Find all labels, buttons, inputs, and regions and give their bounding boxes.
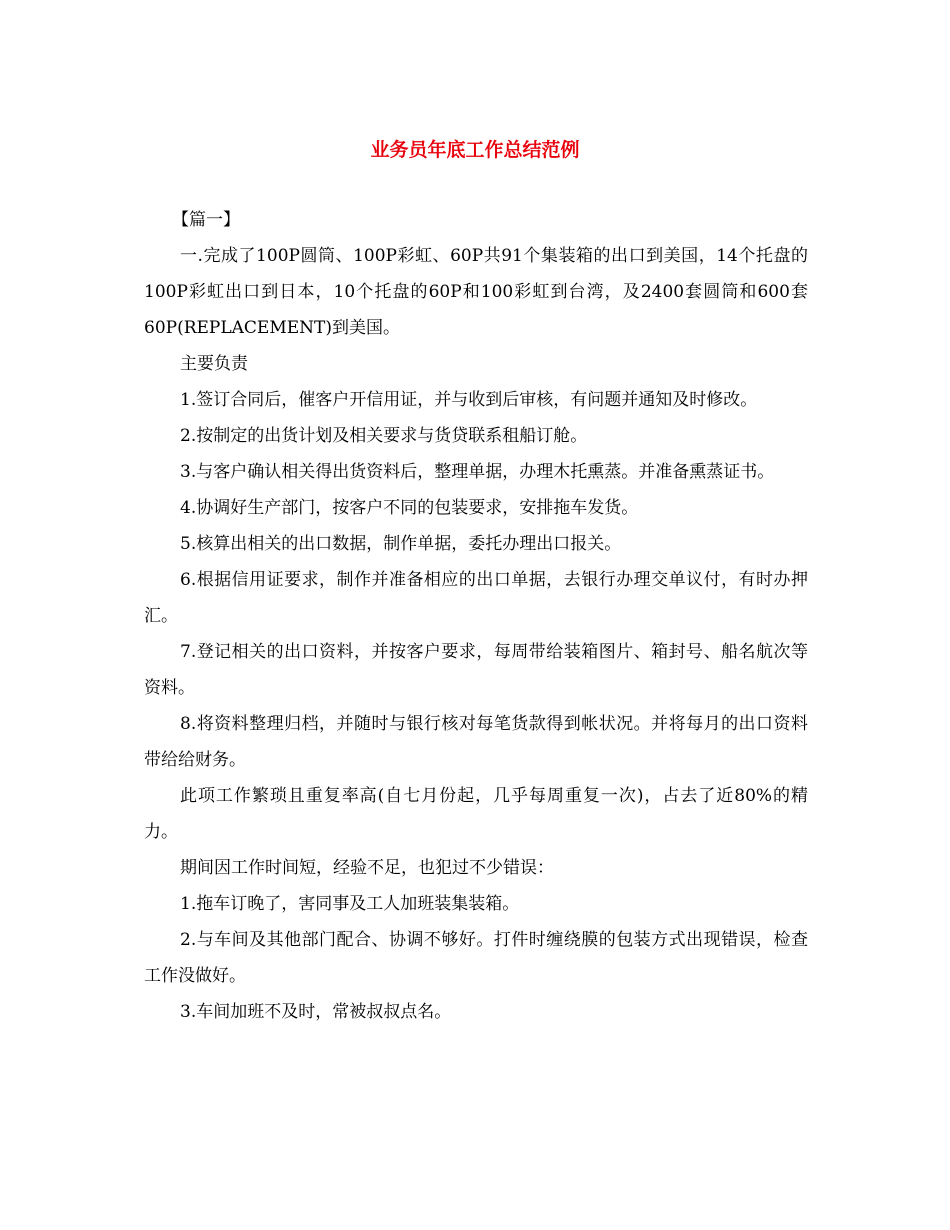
document-body — [144, 202, 808, 1030]
paragraph: 主要负责 — [180, 354, 248, 374]
document-title: 业务员年底工作总结范例 — [370, 139, 580, 161]
paragraph: 3.与客户确认相关得出货资料后，整理单据，办理木托熏蒸。并准备熏蒸证书。 — [180, 462, 775, 482]
paragraph: 1.签订合同后，催客户开信用证，并与收到后审核，有问题并通知及时修改。 — [180, 390, 758, 410]
paragraph: 期间因工作时间短，经验不足，也犯过不少错误： — [180, 858, 554, 878]
paragraph: 6.根据信用证要求，制作并准备相应的出口单据，去银行办理交单议付，有时办押汇。 — [144, 570, 808, 626]
paragraph: 此项工作繁琐且重复率高(自七月份起，几乎每周重复一次)，占去了近80%的精力。 — [144, 786, 808, 842]
paragraph: 2.按制定的出货计划及相关要求与货贷联系租船订舱。 — [180, 426, 588, 446]
paragraph: 1.拖车订晚了，害同事及工人加班装集装箱。 — [180, 894, 520, 914]
paragraph: 7.登记相关的出口资料，并按客户要求，每周带给装箱图片、箱封号、船名航次等资料。 — [144, 642, 808, 698]
paragraph: 3.车间加班不及时，常被叔叔点名。 — [180, 1002, 452, 1022]
paragraph: 5.核算出相关的出口数据，制作单据，委托办理出口报关。 — [180, 534, 622, 554]
section-heading: 【篇一】 — [172, 210, 240, 230]
paragraph: 2.与车间及其他部门配合、协调不够好。打件时缠绕膜的包装方式出现错误，检查工作没做好。 — [144, 930, 808, 986]
paragraph: 8.将资料整理归档，并随时与银行核对每笔货款得到帐状况。并将每月的出口资料带给给财务。 — [144, 714, 808, 770]
paragraph: 一.完成了100P圆筒、100P彩虹、60P共91个集装箱的出口到美国，14个托盘的100P彩虹出口到日本，10个托盘的60P和100彩虹到台湾，及2400套圆筒和600套60P(REPLACEMENT)到美国。 — [144, 246, 808, 338]
paragraph: 4.协调好生产部门，按客户不同的包装要求，安排拖车发货。 — [180, 498, 639, 518]
